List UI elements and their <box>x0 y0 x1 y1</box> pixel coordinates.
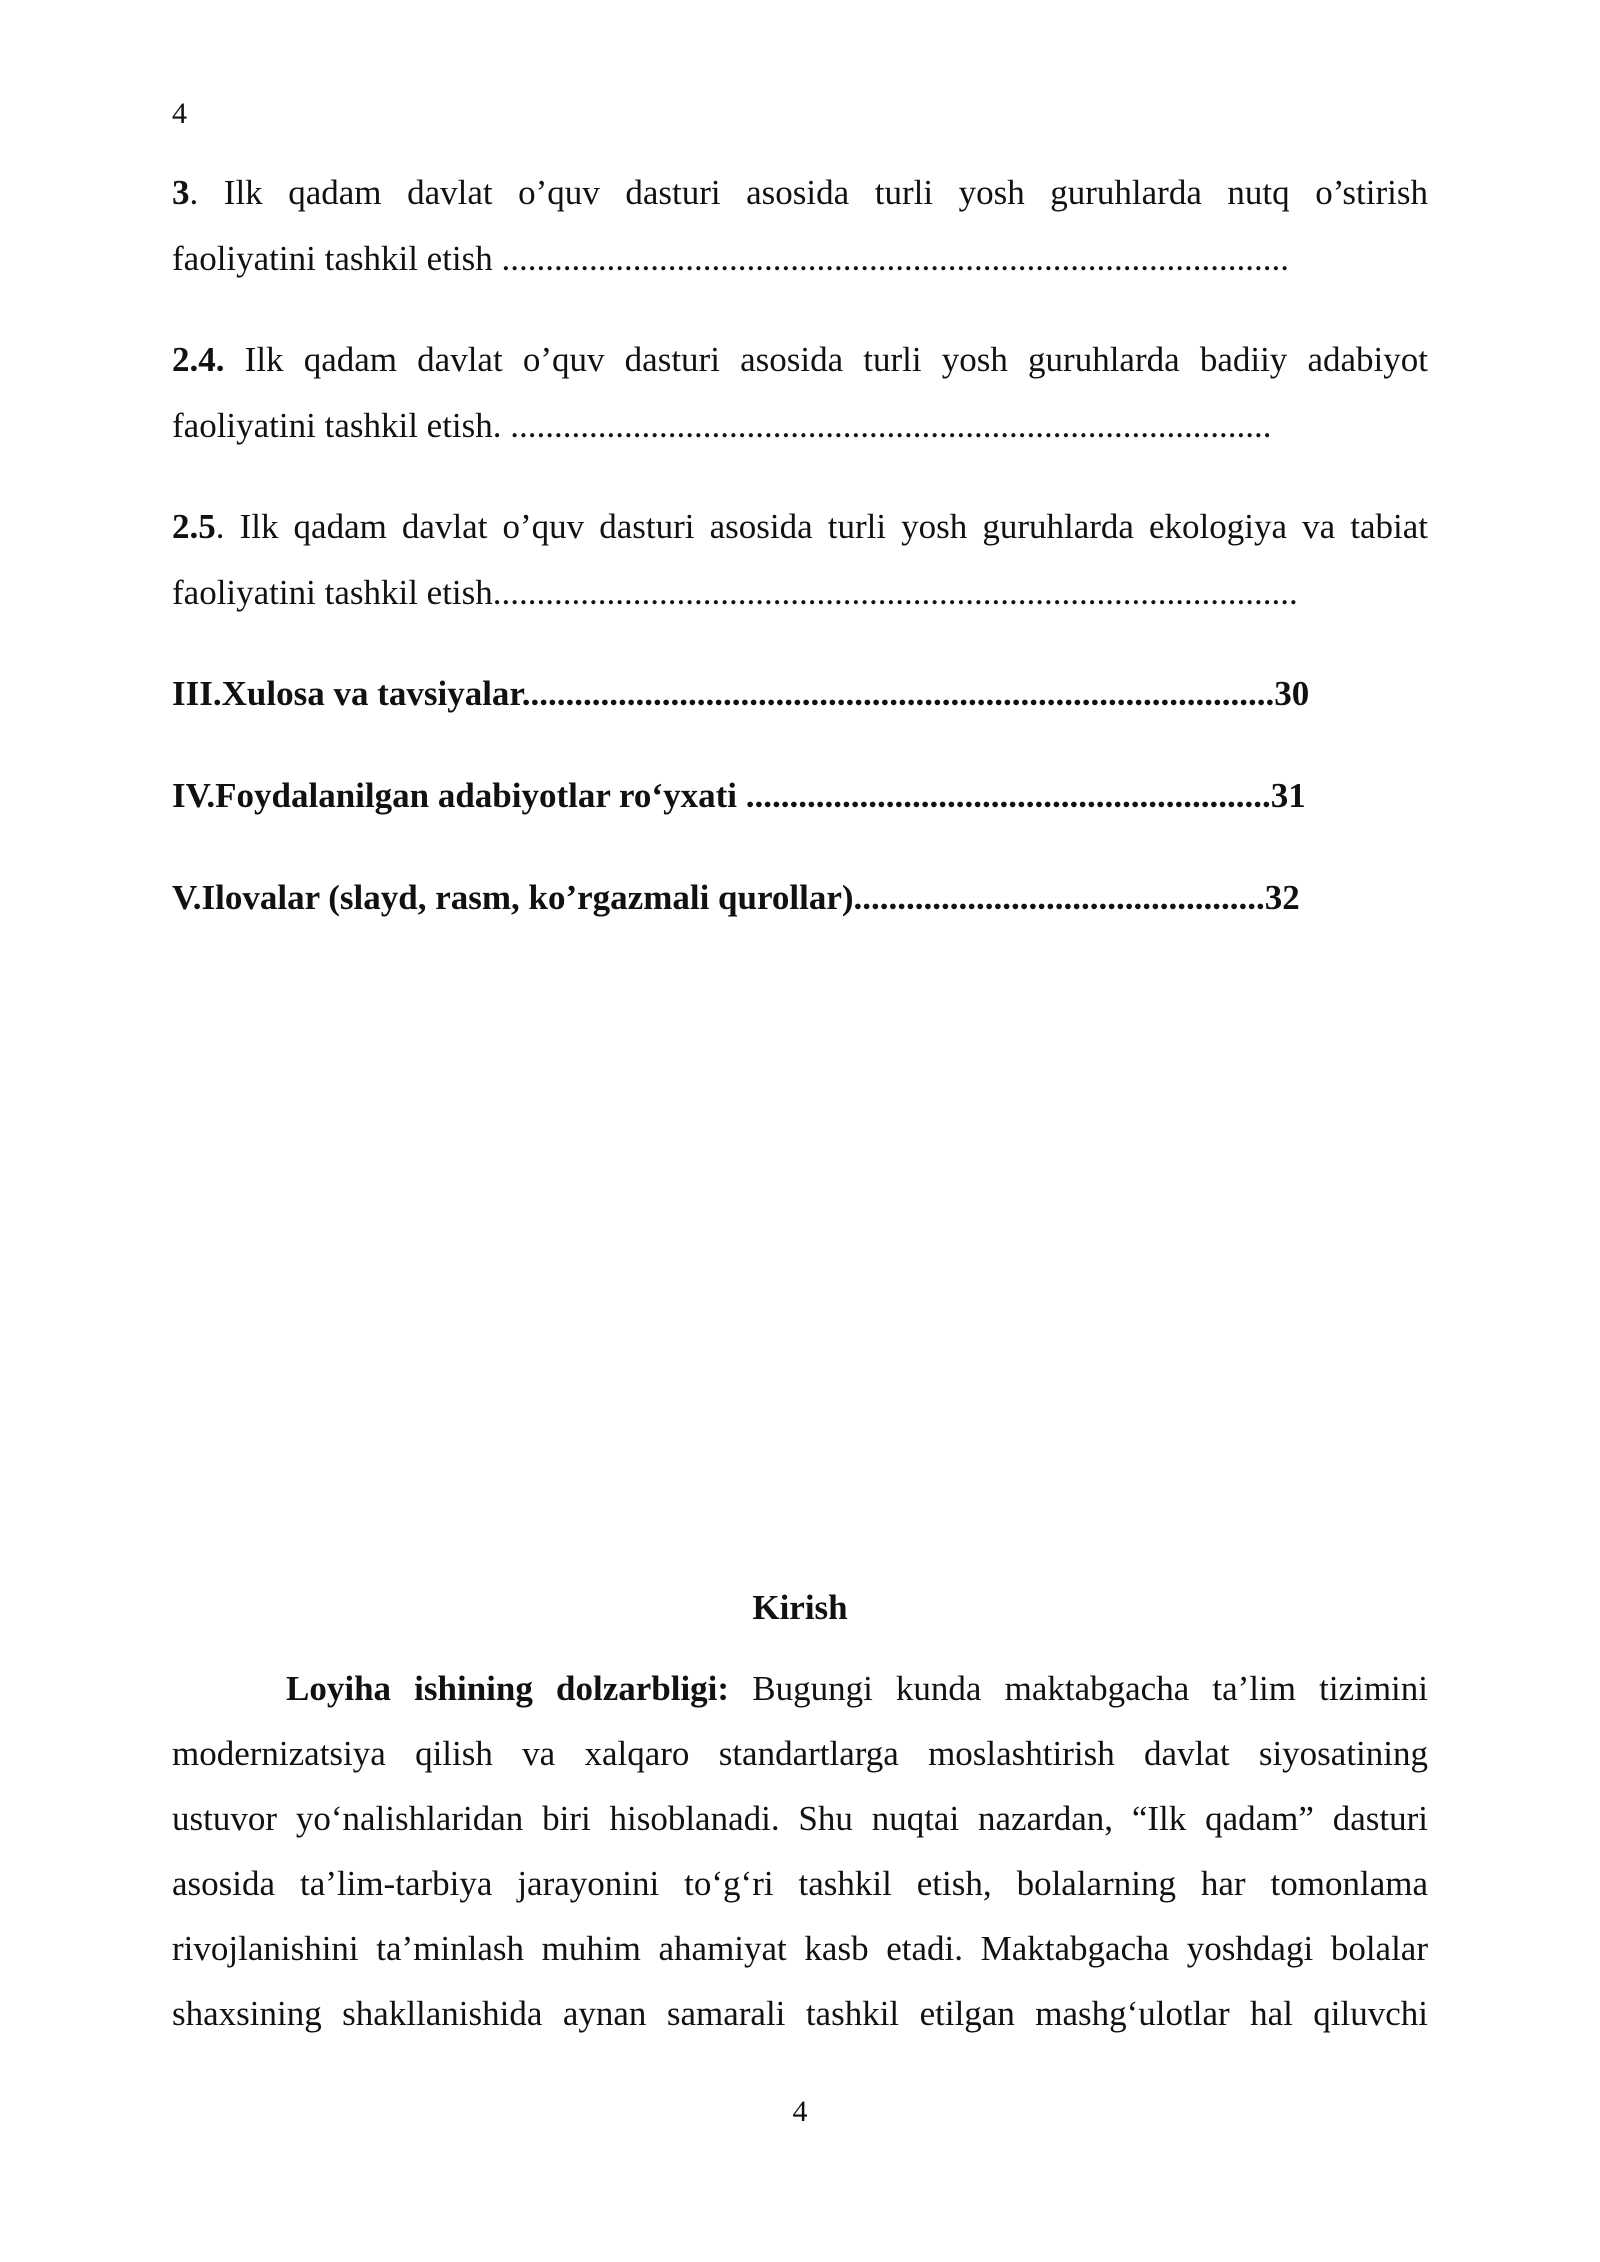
header-page-number: 4 <box>172 97 187 130</box>
paragraph-line: ustuvor yo‘nalishlaridan biri hisoblanadi. Shu nuqtai nazardan, “Ilk qadam” dasturi <box>172 1799 1428 1838</box>
toc-section-appendices: V.Ilovalar (slayd, rasm, ko’rgazmali qurollar)...............................................32 <box>172 878 1300 917</box>
toc-entry-2-4 <box>172 327 1428 459</box>
paragraph-line: rivojlanishini ta’minlash muhim ahamiyat kasb etadi. Maktabgacha yoshdagi bolalar <box>172 1929 1428 1968</box>
toc-entry-line: 2.4. Ilk qadam davlat o’quv dasturi asosida turli yosh guruhlarda badiiy adabiyot <box>172 340 1428 379</box>
paragraph-line: Loyiha ishining dolzarbligi: Bugungi kunda maktabgacha ta’lim tizimini <box>286 1669 1428 1708</box>
toc-entry-number: 3 <box>172 173 190 212</box>
toc-entry-line: faoliyatini tashkil etish .......................................................................................... <box>172 239 1290 278</box>
toc-entry-3 <box>172 160 1428 292</box>
toc-entry-line: faoliyatini tashkil etish. ....................................................................................... <box>172 406 1272 445</box>
intro-paragraph <box>172 1656 1428 2046</box>
footer-page-number: 4 <box>792 2095 808 2128</box>
toc-entry-line: 2.5. Ilk qadam davlat o’quv dasturi asosida turli yosh guruhlarda ekologiya va tabiat <box>172 507 1428 546</box>
lead-label: Loyiha ishining dolzarbligi: <box>286 1669 730 1708</box>
toc-entry-line: faoliyatini tashkil etish............................................................................................ <box>172 573 1298 612</box>
paragraph-line: shaxsining shakllanishida aynan samarali tashkil etilgan mashg‘ulotlar hal qiluvchi <box>172 1994 1428 2033</box>
toc-section-references: IV.Foydalanilgan adabiyotlar ro‘yxati ............................................................31 <box>172 776 1306 815</box>
paragraph-line: asosida ta’lim-tarbiya jarayonini to‘g‘ri tashkil etish, bolalarning har tomonlama <box>172 1864 1428 1903</box>
toc-entry-number: 2.5 <box>172 507 216 546</box>
toc-entry-2-5 <box>172 494 1428 626</box>
toc-entry-line: 3. Ilk qadam davlat o’quv dasturi asosida turli yosh guruhlarda nutq o’stirish <box>172 173 1428 212</box>
toc-section-conclusions: III.Xulosa va tavsiyalar......................................................................................30 <box>172 674 1310 713</box>
paragraph-line: modernizatsiya qilish va xalqaro standartlarga moslashtirish davlat siyosatining <box>172 1734 1428 1773</box>
toc-entry-number: 2.4. <box>172 340 225 379</box>
section-heading: Kirish <box>752 1588 848 1627</box>
